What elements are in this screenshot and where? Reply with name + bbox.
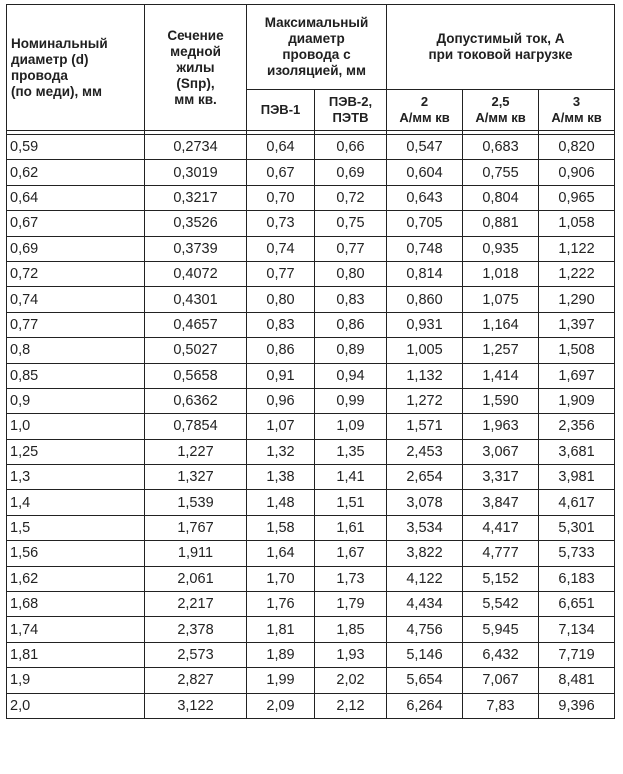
table-row [7, 135, 615, 160]
cell-diameter: 1,0 [7, 414, 145, 439]
cell-pev1: 1,58 [247, 515, 315, 540]
cell-pev1: 1,38 [247, 465, 315, 490]
cell-current-2: 5,146 [387, 642, 463, 667]
cell-current-2-5: 4,417 [463, 515, 539, 540]
table-row [7, 261, 615, 286]
cell-pev1: 0,67 [247, 160, 315, 185]
cell-current-3: 1,697 [539, 363, 615, 388]
cell-section: 0,5027 [145, 338, 247, 363]
cell-current-3: 4,617 [539, 490, 615, 515]
cell-current-3: 2,356 [539, 414, 615, 439]
cell-current-3: 1,909 [539, 388, 615, 413]
cell-pev2-petv: 0,66 [315, 135, 387, 160]
cell-diameter: 0,72 [7, 261, 145, 286]
cell-current-2-5: 4,777 [463, 541, 539, 566]
cell-pev2-petv: 2,12 [315, 693, 387, 718]
cell-current-2-5: 0,804 [463, 185, 539, 210]
cell-current-2: 0,705 [387, 211, 463, 236]
cell-pev1: 0,86 [247, 338, 315, 363]
cell-current-2: 0,643 [387, 185, 463, 210]
cell-section: 1,539 [145, 490, 247, 515]
cell-pev1: 1,89 [247, 642, 315, 667]
cell-pev2-petv: 1,51 [315, 490, 387, 515]
cell-current-2-5: 1,164 [463, 312, 539, 337]
cell-current-2: 0,604 [387, 160, 463, 185]
cell-current-2-5: 1,963 [463, 414, 539, 439]
cell-section: 1,227 [145, 439, 247, 464]
cell-pev2-petv: 1,73 [315, 566, 387, 591]
table-row [7, 236, 615, 261]
cell-pev2-petv: 1,41 [315, 465, 387, 490]
cell-pev1: 1,81 [247, 617, 315, 642]
cell-current-2-5: 5,542 [463, 592, 539, 617]
cell-current-2: 0,748 [387, 236, 463, 261]
cell-section: 1,911 [145, 541, 247, 566]
cell-current-3: 1,122 [539, 236, 615, 261]
cell-current-2-5: 1,257 [463, 338, 539, 363]
cell-pev1: 1,07 [247, 414, 315, 439]
header-section: Сечение медной жилы (Sпр), мм кв. [145, 5, 247, 131]
table-row [7, 490, 615, 515]
cell-current-2: 4,756 [387, 617, 463, 642]
cell-current-2-5: 5,152 [463, 566, 539, 591]
cell-diameter: 2,0 [7, 693, 145, 718]
cell-current-2: 0,860 [387, 287, 463, 312]
cell-pev1: 0,91 [247, 363, 315, 388]
cell-diameter: 0,64 [7, 185, 145, 210]
cell-section: 2,217 [145, 592, 247, 617]
cell-section: 0,4657 [145, 312, 247, 337]
cell-pev1: 1,99 [247, 668, 315, 693]
header-load-2: 2 А/мм кв [387, 90, 463, 131]
cell-pev2-petv: 0,83 [315, 287, 387, 312]
cell-section: 0,4301 [145, 287, 247, 312]
cell-section: 0,3526 [145, 211, 247, 236]
cell-current-2: 1,272 [387, 388, 463, 413]
cell-current-2: 0,814 [387, 261, 463, 286]
cell-pev2-petv: 1,79 [315, 592, 387, 617]
cell-pev1: 1,76 [247, 592, 315, 617]
header-load-2-5: 2,5 А/мм кв [463, 90, 539, 131]
table-row [7, 693, 615, 718]
cell-pev1: 0,74 [247, 236, 315, 261]
cell-pev1: 0,83 [247, 312, 315, 337]
cell-diameter: 1,81 [7, 642, 145, 667]
cell-current-2: 0,547 [387, 135, 463, 160]
cell-current-2: 1,132 [387, 363, 463, 388]
table-row [7, 617, 615, 642]
cell-diameter: 0,62 [7, 160, 145, 185]
cell-pev1: 2,09 [247, 693, 315, 718]
cell-current-2-5: 3,317 [463, 465, 539, 490]
cell-current-3: 6,183 [539, 566, 615, 591]
cell-current-3: 1,290 [539, 287, 615, 312]
cell-pev2-petv: 0,72 [315, 185, 387, 210]
cell-diameter: 1,68 [7, 592, 145, 617]
cell-current-2-5: 3,067 [463, 439, 539, 464]
table-row [7, 287, 615, 312]
cell-current-3: 1,508 [539, 338, 615, 363]
cell-pev1: 0,64 [247, 135, 315, 160]
cell-pev2-petv: 0,89 [315, 338, 387, 363]
cell-current-2: 6,264 [387, 693, 463, 718]
header-pev1: ПЭВ-1 [247, 90, 315, 131]
table-row [7, 566, 615, 591]
cell-current-2-5: 7,83 [463, 693, 539, 718]
cell-pev2-petv: 0,77 [315, 236, 387, 261]
cell-diameter: 0,59 [7, 135, 145, 160]
cell-diameter: 1,25 [7, 439, 145, 464]
cell-current-3: 0,906 [539, 160, 615, 185]
cell-current-2-5: 7,067 [463, 668, 539, 693]
cell-current-2-5: 3,847 [463, 490, 539, 515]
cell-pev2-petv: 1,93 [315, 642, 387, 667]
cell-pev2-petv: 2,02 [315, 668, 387, 693]
cell-pev1: 0,77 [247, 261, 315, 286]
cell-diameter: 1,5 [7, 515, 145, 540]
cell-pev1: 1,70 [247, 566, 315, 591]
wire-gauge-table [6, 4, 615, 719]
cell-pev1: 0,80 [247, 287, 315, 312]
cell-current-2-5: 6,432 [463, 642, 539, 667]
cell-current-2-5: 5,945 [463, 617, 539, 642]
cell-diameter: 1,4 [7, 490, 145, 515]
cell-section: 2,378 [145, 617, 247, 642]
cell-pev1: 0,73 [247, 211, 315, 236]
cell-current-3: 5,733 [539, 541, 615, 566]
table-row [7, 439, 615, 464]
cell-current-3: 0,820 [539, 135, 615, 160]
table-row [7, 363, 615, 388]
cell-current-3: 6,651 [539, 592, 615, 617]
cell-diameter: 1,56 [7, 541, 145, 566]
cell-current-3: 0,965 [539, 185, 615, 210]
cell-diameter: 0,8 [7, 338, 145, 363]
cell-pev1: 1,64 [247, 541, 315, 566]
table-row [7, 642, 615, 667]
cell-section: 1,767 [145, 515, 247, 540]
table-row [7, 338, 615, 363]
cell-section: 0,7854 [145, 414, 247, 439]
cell-section: 0,3739 [145, 236, 247, 261]
cell-diameter: 1,9 [7, 668, 145, 693]
cell-current-2-5: 0,935 [463, 236, 539, 261]
cell-section: 0,3217 [145, 185, 247, 210]
cell-pev2-petv: 1,67 [315, 541, 387, 566]
cell-current-2: 2,453 [387, 439, 463, 464]
cell-current-2-5: 0,755 [463, 160, 539, 185]
cell-diameter: 0,67 [7, 211, 145, 236]
table-body [7, 135, 615, 719]
cell-current-2: 3,822 [387, 541, 463, 566]
cell-section: 0,3019 [145, 160, 247, 185]
cell-diameter: 0,9 [7, 388, 145, 413]
cell-current-2: 3,078 [387, 490, 463, 515]
cell-section: 3,122 [145, 693, 247, 718]
cell-current-3: 7,134 [539, 617, 615, 642]
cell-current-3: 1,222 [539, 261, 615, 286]
cell-current-2-5: 1,075 [463, 287, 539, 312]
header-row-top [7, 5, 615, 90]
cell-current-2: 4,434 [387, 592, 463, 617]
header-load-3: 3 А/мм кв [539, 90, 615, 131]
cell-current-3: 1,397 [539, 312, 615, 337]
cell-current-2: 1,571 [387, 414, 463, 439]
cell-section: 0,5658 [145, 363, 247, 388]
cell-pev1: 1,32 [247, 439, 315, 464]
cell-pev2-petv: 0,86 [315, 312, 387, 337]
cell-diameter: 1,3 [7, 465, 145, 490]
table-row [7, 592, 615, 617]
cell-current-2: 2,654 [387, 465, 463, 490]
cell-current-3: 5,301 [539, 515, 615, 540]
cell-pev1: 1,48 [247, 490, 315, 515]
cell-current-2-5: 0,683 [463, 135, 539, 160]
cell-section: 0,2734 [145, 135, 247, 160]
cell-pev2-petv: 0,75 [315, 211, 387, 236]
table-row [7, 160, 615, 185]
cell-current-3: 8,481 [539, 668, 615, 693]
cell-pev1: 0,70 [247, 185, 315, 210]
table-row [7, 185, 615, 210]
cell-current-3: 3,981 [539, 465, 615, 490]
header-pev2-petv: ПЭВ-2, ПЭТВ [315, 90, 387, 131]
cell-section: 2,827 [145, 668, 247, 693]
cell-pev2-petv: 1,61 [315, 515, 387, 540]
cell-diameter: 0,69 [7, 236, 145, 261]
cell-diameter: 1,74 [7, 617, 145, 642]
cell-section: 2,573 [145, 642, 247, 667]
cell-section: 2,061 [145, 566, 247, 591]
table-row [7, 388, 615, 413]
table-row [7, 211, 615, 236]
table-row [7, 414, 615, 439]
cell-pev2-petv: 0,80 [315, 261, 387, 286]
cell-current-3: 1,058 [539, 211, 615, 236]
table-row [7, 541, 615, 566]
cell-current-2: 5,654 [387, 668, 463, 693]
cell-pev2-petv: 0,94 [315, 363, 387, 388]
table-row [7, 312, 615, 337]
cell-section: 0,6362 [145, 388, 247, 413]
cell-pev2-petv: 1,09 [315, 414, 387, 439]
cell-pev2-petv: 1,85 [315, 617, 387, 642]
cell-current-2: 3,534 [387, 515, 463, 540]
cell-pev2-petv: 0,99 [315, 388, 387, 413]
table-header [7, 5, 615, 131]
cell-pev2-petv: 0,69 [315, 160, 387, 185]
cell-current-3: 9,396 [539, 693, 615, 718]
cell-current-3: 3,681 [539, 439, 615, 464]
cell-pev1: 0,96 [247, 388, 315, 413]
cell-pev2-petv: 1,35 [315, 439, 387, 464]
cell-current-2: 1,005 [387, 338, 463, 363]
cell-section: 0,4072 [145, 261, 247, 286]
cell-current-2-5: 0,881 [463, 211, 539, 236]
cell-current-2: 0,931 [387, 312, 463, 337]
cell-section: 1,327 [145, 465, 247, 490]
cell-current-2-5: 1,018 [463, 261, 539, 286]
table-container [6, 4, 618, 774]
cell-current-2-5: 1,414 [463, 363, 539, 388]
header-diameter: Номинальный диаметр (d) провода (по меди), мм [7, 5, 145, 131]
table-row [7, 515, 615, 540]
table-row [7, 668, 615, 693]
cell-diameter: 0,77 [7, 312, 145, 337]
table-row [7, 465, 615, 490]
cell-diameter: 0,74 [7, 287, 145, 312]
header-max-diameter: Максимальный диаметр провода с изоляцией, мм [247, 5, 387, 90]
cell-current-2: 4,122 [387, 566, 463, 591]
cell-diameter: 1,62 [7, 566, 145, 591]
cell-current-2-5: 1,590 [463, 388, 539, 413]
header-current: Допустимый ток, А при токовой нагрузке [387, 5, 615, 90]
cell-diameter: 0,85 [7, 363, 145, 388]
cell-current-3: 7,719 [539, 642, 615, 667]
